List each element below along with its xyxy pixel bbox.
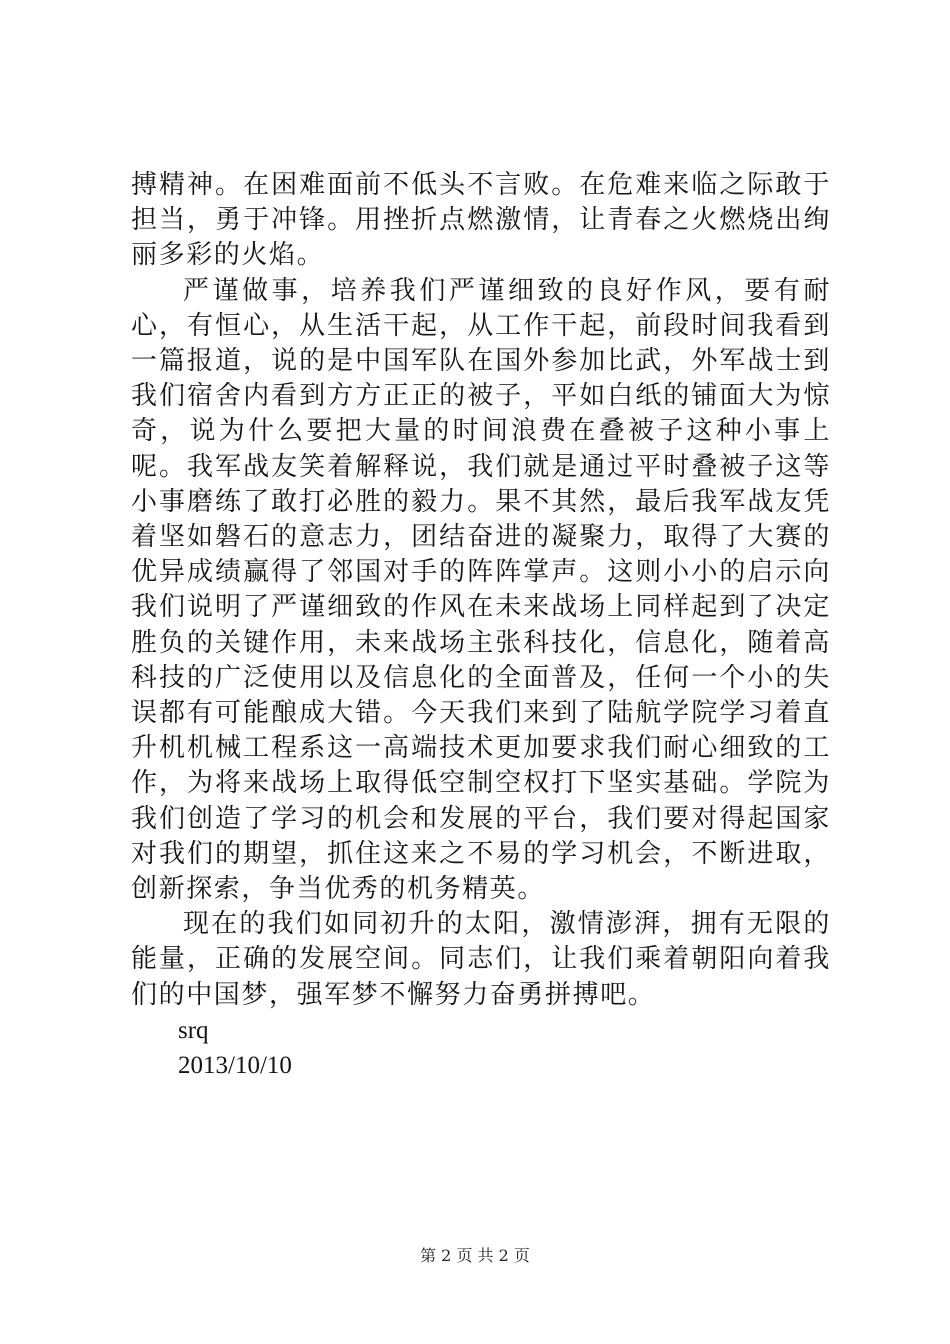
document-body xyxy=(131,168,831,1083)
page-number-footer: 第 2 页 共 2 页 xyxy=(420,1246,530,1265)
signature-date: 2013/10/10 xyxy=(178,1052,292,1080)
paragraph-closing: 现在的我们如同初升的太阳，激情澎湃，拥有无限的能量，正确的发展空间。同志们，让我们乘着朝阳向着我们的中国梦，强军梦不懈努力奋勇拼搏吧。 xyxy=(131,909,831,1010)
paragraph-rigorous-work: 严谨做事，培养我们严谨细致的良好作风，要有耐心，有恒心，从生活干起，从工作干起，前段时间我看到一篇报道，说的是中国军队在国外参加比武，外军战士到我们宿舍内看到方方正正的被子，平如白纸的铺面大为惊奇，说为什么要把大量的时间浪费在叠被子这种小事上呢。我军战友笑着解释说，我们就是通过平时叠被子这等小事磨练了敢打必胜的毅力。果不其然，最后我军战友凭着坚如磐石的意志力，团结奋进的凝聚力，取得了大赛的优异成绩赢得了邻国对手的阵阵掌声。这则小小的启示向我们说明了严谨细致的作风在未来战场上同样起到了决定胜负的关键作用，未来战场主张科技化，信息化，随着高科技的广泛使用以及信息化的全面普及，任何一个小的失误都有可能酿成大错。今天我们来到了陆航学院学习着直升机机械工程系这一高端技术更加要求我们耐心细致的工作，为将来战场上取得低空制空权打下坚实基础。学院为我们创造了学习的机会和发展的平台，我们要对得起国家对我们的期望，抓住这来之不易的学习机会，不断进取，创新探索，争当优秀的机务精英。 xyxy=(131,275,831,905)
paragraph-continuation: 搏精神。在困难面前不低头不言败。在危难来临之际敢于担当，勇于冲锋。用挫折点燃激情，让青春之火燃烧出绚丽多彩的火焰。 xyxy=(131,170,831,271)
signature-name: srq xyxy=(178,1016,209,1044)
